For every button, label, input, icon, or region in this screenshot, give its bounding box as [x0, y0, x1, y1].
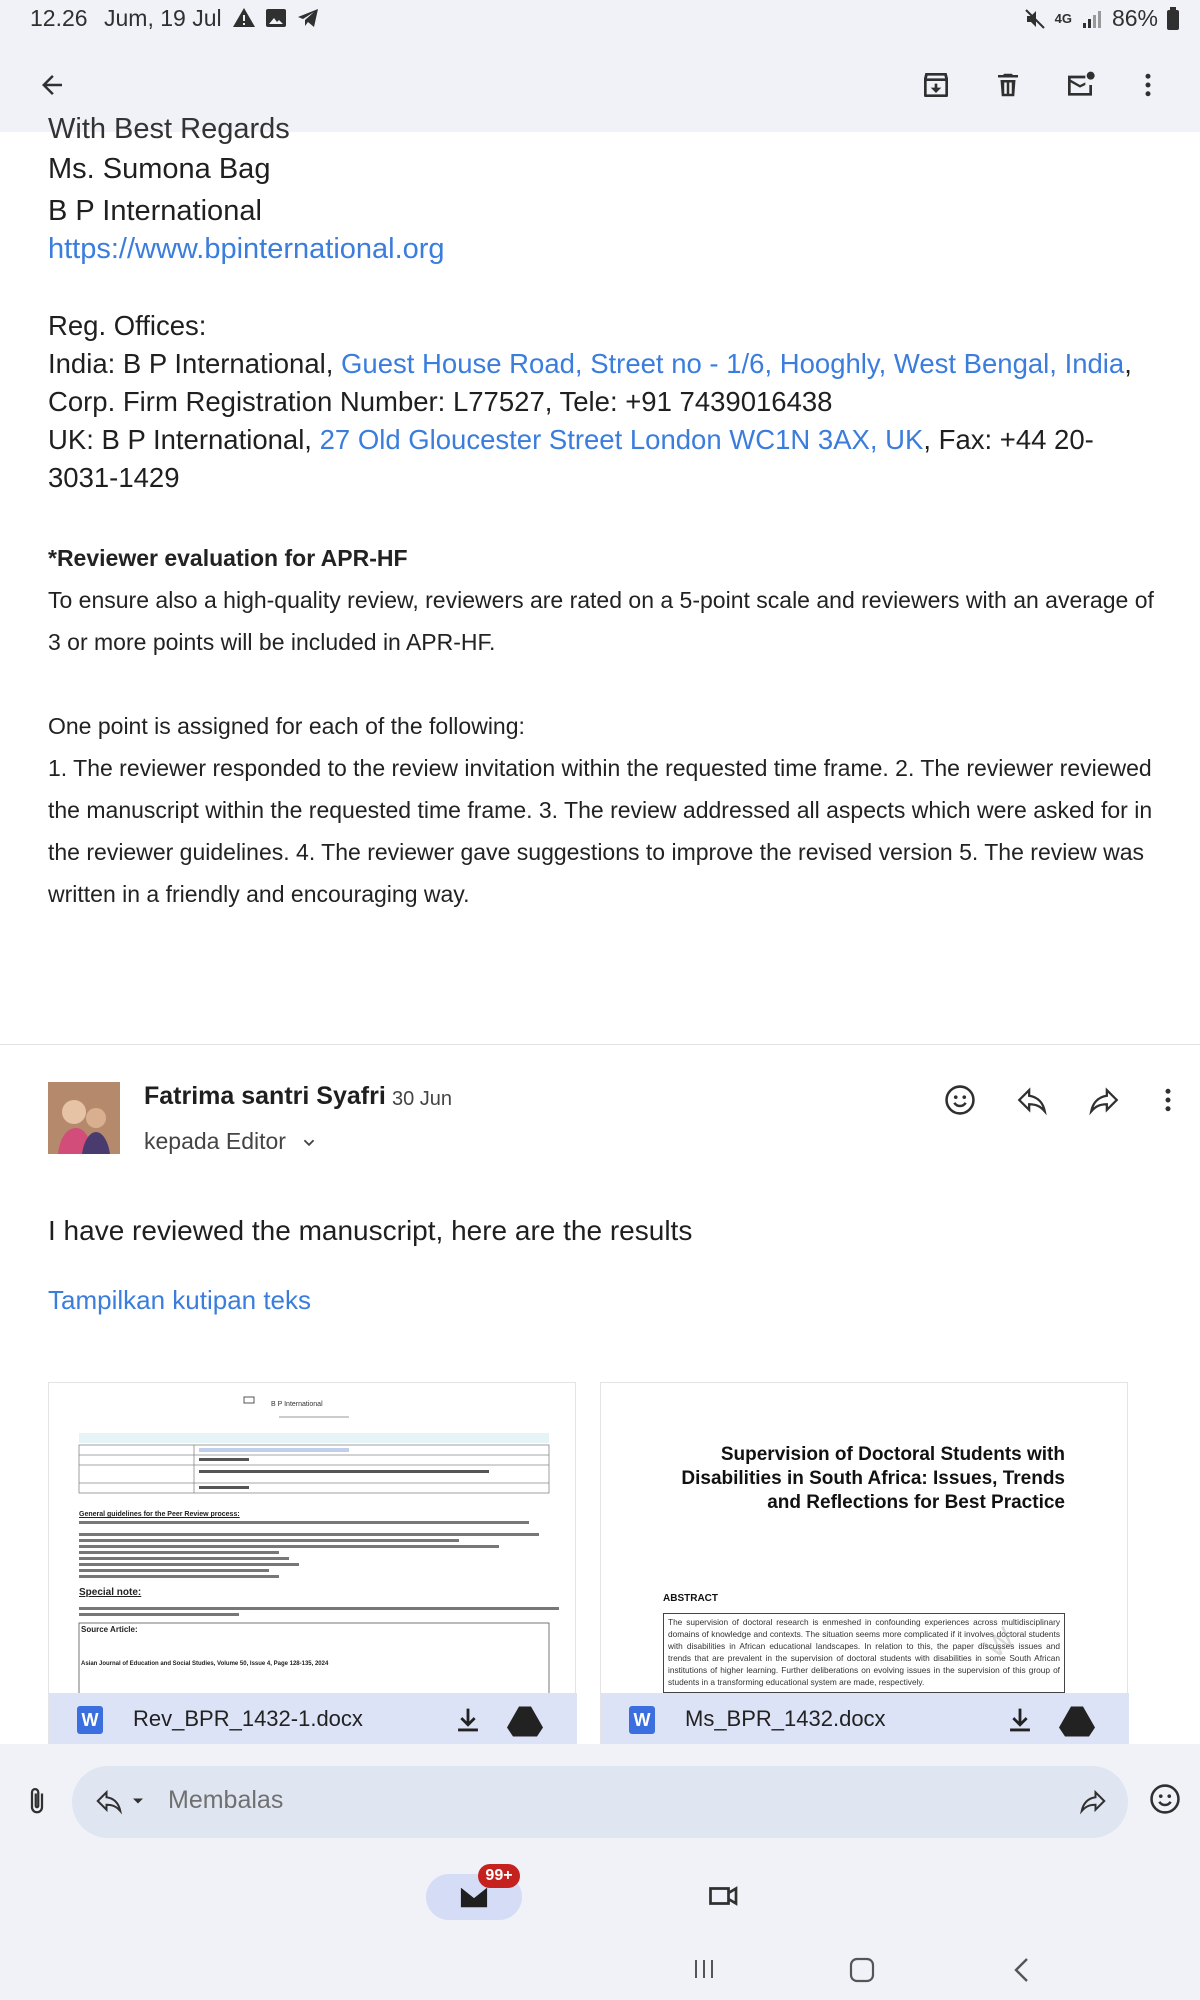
show-quoted-text-link[interactable]: Tampilkan kutipan teks [48, 1285, 312, 1315]
recipient-label: kepada Editor [144, 1128, 286, 1154]
smiley-icon [943, 1083, 977, 1117]
attach-button[interactable] [22, 1784, 52, 1823]
attachment-card[interactable] [48, 1382, 576, 1744]
status-date: Jum, 19 Jul [104, 5, 222, 31]
network-type: 4G [1054, 11, 1072, 26]
google-drive-icon [507, 1703, 543, 1737]
save-to-drive-button[interactable] [507, 1703, 543, 1742]
avatar-photo-icon [48, 1082, 120, 1154]
recents-icon [690, 1956, 718, 1982]
sender-name[interactable]: Fatrima santri Syafri [144, 1082, 386, 1110]
word-doc-icon: W [77, 1706, 103, 1734]
download-icon [451, 1703, 485, 1737]
video-camera-icon [706, 1878, 742, 1914]
registered-offices [48, 307, 1158, 497]
message-content [0, 113, 1200, 1744]
home-icon [848, 1956, 876, 1984]
more-vert-icon [1153, 1085, 1183, 1115]
avatar[interactable] [48, 1082, 120, 1154]
review-para-1: To ensure also a high-quality review, reviewers are rated on a 5-point scale and reviewers with an average of 3 or more points will be included in APR-HF. [48, 587, 1154, 655]
telegram-icon [296, 6, 320, 30]
mute-icon [1023, 7, 1047, 31]
status-bar [0, 0, 1200, 37]
mark-unread-button[interactable] [1060, 65, 1100, 105]
save-to-drive-button[interactable] [1059, 1703, 1095, 1742]
thumb-abstract-text: The supervision of doctoral research is enmeshed in confounding experiences across multidisciplinary domains of knowledge and contexts. The situation seems more complicated if it involves doctoral students with disabilities in African educational landscapes. In relation to this, the paper discusses issues and trends that are prevalent in the supervision of doctoral students with disabilities in some South African institutions of higher learning. Further deliberations on evolving issues in the supervision of this group of students in a transforming educational system are made, respectively. [663, 1613, 1065, 1693]
india-address-link[interactable]: Guest House Road, Street no - 1/6, Hooghly, West Bengal, India [341, 348, 1125, 379]
send-forward-button[interactable] [1078, 1786, 1108, 1821]
attachment-preview [49, 1383, 577, 1693]
mail-unread-icon [1064, 69, 1096, 101]
india-office [48, 345, 1158, 421]
signature-url-link[interactable]: https://www.bpinternational.org [48, 233, 445, 265]
paperclip-icon [22, 1784, 52, 1818]
uk-prefix: UK: B P International, [48, 424, 320, 455]
review-heading: *Reviewer evaluation for APR-HF [48, 545, 408, 571]
offices-heading: Reg. Offices: [48, 310, 207, 341]
emoji-button[interactable] [1148, 1782, 1182, 1821]
smiley-icon [1148, 1782, 1182, 1816]
delete-button[interactable] [988, 65, 1028, 105]
thumb-source-article: Source Article: [81, 1625, 138, 1634]
more-vert-icon [1133, 70, 1163, 100]
nav-meet-tab[interactable] [706, 1878, 742, 1919]
google-drive-icon [1059, 1703, 1095, 1737]
recipient-toggle[interactable] [144, 1128, 320, 1155]
recents-button[interactable] [690, 1956, 718, 1987]
reply-bar [0, 1744, 1200, 1856]
thumb-logo: B P International [271, 1401, 323, 1408]
svg-text:W: W [978, 1621, 1022, 1666]
chevron-down-icon [298, 1132, 320, 1154]
india-prefix: India: B P International, [48, 348, 342, 379]
uk-office [48, 421, 1158, 497]
attachment-filename: Ms_BPR_1432.docx [685, 1706, 886, 1731]
battery-percent: 86% [1111, 5, 1158, 31]
back-button[interactable] [32, 65, 72, 105]
download-icon [1003, 1703, 1037, 1737]
attachment-card[interactable] [600, 1382, 1128, 1744]
message-more-button[interactable] [1148, 1080, 1188, 1120]
warning-icon [232, 6, 256, 30]
signature-org: B P International [48, 195, 262, 227]
caret-down-icon [128, 1791, 148, 1811]
download-button[interactable] [451, 1703, 485, 1742]
emoji-react-button[interactable] [940, 1080, 980, 1120]
reply-icon [1015, 1083, 1049, 1117]
status-time: 12.26 [30, 5, 88, 31]
image-icon [264, 6, 288, 30]
reply-mode-dropdown[interactable] [94, 1786, 148, 1816]
battery-icon [1166, 7, 1180, 31]
reply-placeholder: Membalas [168, 1786, 284, 1814]
chevron-left-icon [1010, 1956, 1034, 1984]
attachment-filename: Rev_BPR_1432-1.docx [133, 1706, 363, 1731]
arrow-left-icon [37, 70, 67, 100]
uk-suffix: , Fax: +44 20-3031-1429 [48, 424, 1094, 493]
thumb-journal: Asian Journal of Education and Social Studies, Volume 50, Issue 4, Page 128-135, 2024 [81, 1661, 329, 1667]
trash-icon [993, 70, 1023, 100]
forward-icon [1087, 1083, 1121, 1117]
forward-button[interactable] [1084, 1080, 1124, 1120]
archive-icon [920, 69, 952, 101]
bottom-navigation [0, 1856, 1200, 2000]
reply-icon [94, 1786, 124, 1816]
signature-name: Ms. Sumona Bag [48, 153, 271, 185]
archive-button[interactable] [916, 65, 956, 105]
signal-icon [1080, 7, 1104, 31]
more-options-button[interactable] [1128, 65, 1168, 105]
word-doc-icon: W [629, 1706, 655, 1734]
signature-clipped: With Best Regards [48, 113, 290, 145]
reviewer-evaluation [48, 537, 1158, 915]
uk-address-link[interactable]: 27 Old Gloucester Street London WC1N 3AX, UK [319, 424, 924, 455]
thumb-paper-title: Supervision of Doctoral Students with Disabilities in South Africa: Issues, Trends and Reflections for Best Practice [681, 1444, 1065, 1513]
thumb-guidelines-heading: General guidelines for the Peer Review process: [79, 1511, 240, 1518]
download-button[interactable] [1003, 1703, 1037, 1742]
attachment-preview [601, 1383, 1129, 1693]
message-divider [0, 1044, 1200, 1045]
attachment-thumbnail [49, 1383, 577, 1693]
message-body: I have reviewed the manuscript, here are the results [48, 1215, 693, 1246]
message-date: 30 Jun [392, 1088, 453, 1110]
india-suffix: , Corp. Firm Registration Number: L77527, Tele: +91 7439016438 [48, 348, 1132, 417]
reply-input-box[interactable] [72, 1766, 1128, 1838]
review-para-3: 1. The reviewer responded to the review invitation within the requested time frame. 2. The reviewer reviewed the manuscript within the requested time frame. 3. The review addressed all aspects which were asked for in the reviewer guidelines. 4. The reviewer gave suggestions to improve the revised version 5. The review was written in a friendly and encouraging way. [48, 755, 1153, 907]
system-back-button[interactable] [1010, 1956, 1034, 1989]
review-para-2: One point is assigned for each of the following: [48, 713, 525, 739]
forward-icon [1078, 1786, 1108, 1816]
thumb-abstract-label: ABSTRACT [663, 1593, 718, 1604]
watermark-icon [961, 1573, 1051, 1666]
unread-badge: 99+ [478, 1864, 520, 1888]
home-button[interactable] [848, 1956, 876, 1989]
reply-button[interactable] [1012, 1080, 1052, 1120]
thumb-special-note: Special note: [79, 1587, 142, 1598]
